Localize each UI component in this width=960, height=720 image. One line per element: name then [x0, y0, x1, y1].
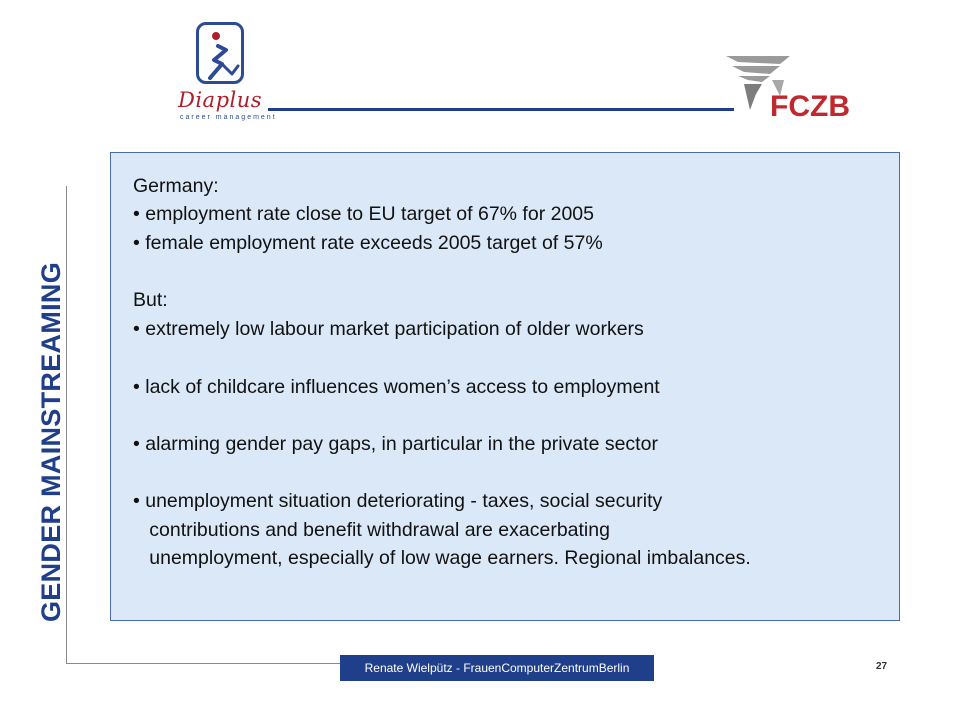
content-line: Germany: — [133, 175, 219, 197]
diaplus-tagline: career management — [180, 114, 277, 121]
content-line: • lack of childcare influences women’s access to employment — [133, 376, 660, 398]
content-line: unemployment, especially of low wage earners. Regional imbalances. — [133, 547, 751, 569]
content-line: • female employment rate exceeds 2005 target of 57% — [133, 232, 603, 254]
content-line: • unemployment situation deteriorating - taxes, social security — [133, 490, 663, 512]
content-box — [110, 152, 900, 621]
header-rule — [268, 108, 734, 111]
content-line: • employment rate close to EU target of 67% for 2005 — [133, 203, 594, 225]
page-number: 27 — [876, 661, 888, 672]
diaplus-logo — [168, 22, 277, 122]
section-title-vertical: GENDER MAINSTREAMING — [36, 261, 66, 622]
footer-author-bar: Renate Wielpütz - FrauenComputerZentrumBerlin — [340, 655, 654, 681]
content-line: • alarming gender pay gaps, in particular in the private sector — [133, 433, 658, 455]
diaplus-figure-icon — [196, 26, 256, 92]
diaplus-brand: Diaplus — [178, 88, 263, 112]
fczb-brand: FCZB — [770, 90, 850, 123]
frame-vertical-rule — [66, 186, 67, 664]
content-line: contributions and benefit withdrawal are exacerbating — [133, 519, 610, 541]
frame-horizontal-rule — [66, 663, 342, 664]
fczb-logo — [720, 50, 850, 130]
content-line: • extremely low labour market participation of older workers — [133, 318, 644, 340]
content-line: But: — [133, 289, 168, 311]
